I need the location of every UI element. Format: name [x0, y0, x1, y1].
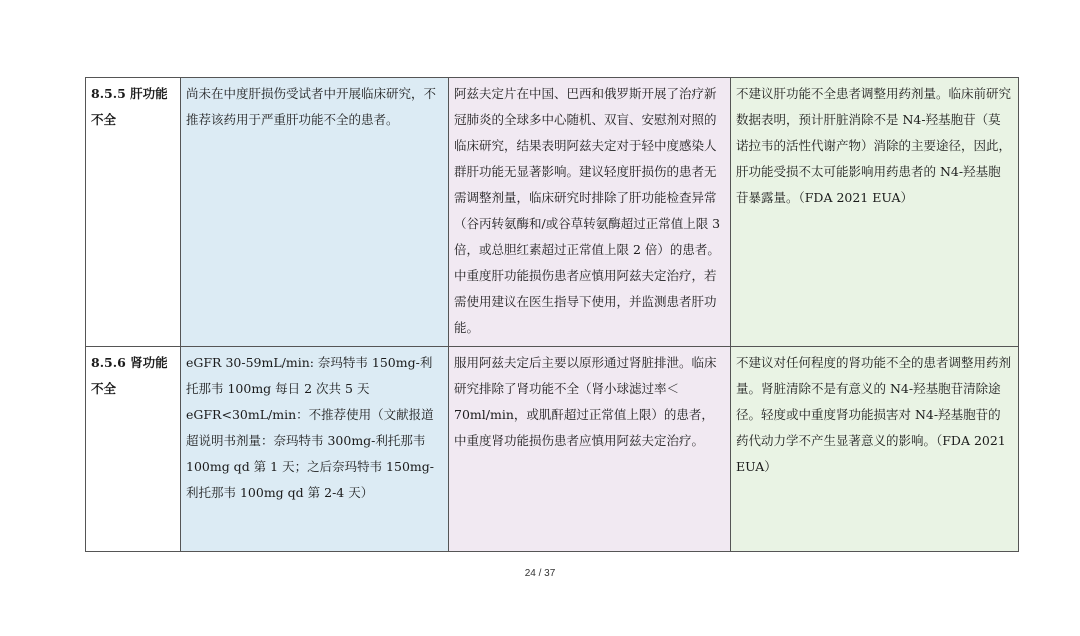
- table-cell-drug-b: [449, 78, 731, 347]
- table-cell-category: [86, 347, 181, 552]
- hepatic-text-drug-c: 不建议肝功能不全患者调整用药剂量。临床前研究数据表明，预计肝脏消除不是 N4-羟基胞苷（莫诺拉韦的活性代谢产物）消除的主要途径，因此，肝功能受损不太可能影响用药患者的 N4-羟基胞苷暴露量。（FDA 2021 EUA）: [736, 86, 1012, 205]
- table-cell-category: [86, 78, 181, 347]
- drug-comparison-table: [85, 77, 1019, 552]
- hepatic-text-drug-a: 尚未在中度肝损伤受试者中开展临床研究，不推荐该药用于严重肝功能不全的患者。: [186, 86, 437, 127]
- category-label-renal: 8.5.6 肾功能不全: [91, 355, 168, 396]
- table-cell-drug-c: [731, 78, 1019, 347]
- table-cell-drug-a: [181, 78, 449, 347]
- table-cell-drug-b: [449, 347, 731, 552]
- table-row-hepatic-impairment: [86, 78, 1019, 347]
- renal-text-drug-c: 不建议对任何程度的肾功能不全的患者调整用药剂量。肾脏清除不是有意义的 N4-羟基胞苷清除途径。轻度或中重度肾功能损害对 N4-羟基胞苷的药代动力学不产生显著意义的影响。（FDA 2021 EUA）: [736, 355, 1012, 474]
- table-cell-drug-c: [731, 347, 1019, 552]
- renal-text-drug-a-line1: eGFR 30-59mL/min: 奈玛特韦 150mg-利托那韦 100mg 每日 2 次共 5 天: [186, 355, 433, 396]
- renal-text-drug-b: 服用阿兹夫定后主要以原形通过肾脏排泄。临床研究排除了肾功能不全（肾小球滤过率＜70ml/min，或肌酐超过正常值上限）的患者，中重度肾功能损伤患者应慎用阿兹夫定治疗。: [454, 355, 717, 448]
- renal-text-drug-a-line2: eGFR<30mL/min：不推荐使用（文献报道超说明书剂量：奈玛特韦 300mg-利托那韦 100mg qd 第 1 天；之后奈玛特韦 150mg-利托那韦 100mg qd 第 2-4 天）: [186, 407, 434, 500]
- table-cell-drug-a: [181, 347, 449, 552]
- category-label-hepatic: 8.5.5 肝功能不全: [91, 86, 168, 127]
- table-row-renal-impairment: [86, 347, 1019, 552]
- page-number: 24 / 37: [524, 568, 556, 579]
- hepatic-text-drug-b: 阿兹夫定片在中国、巴西和俄罗斯开展了治疗新冠肺炎的全球多中心随机、双盲、安慰剂对照的临床研究，结果表明阿兹夫定对于轻中度感染人群肝功能无显著影响。建议轻度肝损伤的患者无需调整剂量，临床研究时排除了肝功能检查异常（谷丙转氨酶和/或谷草转氨酶超过正常值上限 3 倍，或总胆红素超过正常值上限 2 倍）的患者。中重度肝功能损伤患者应慎用阿兹夫定治疗，若需使用建议在医生指导下使用，并监测患者肝功能。: [454, 86, 721, 335]
